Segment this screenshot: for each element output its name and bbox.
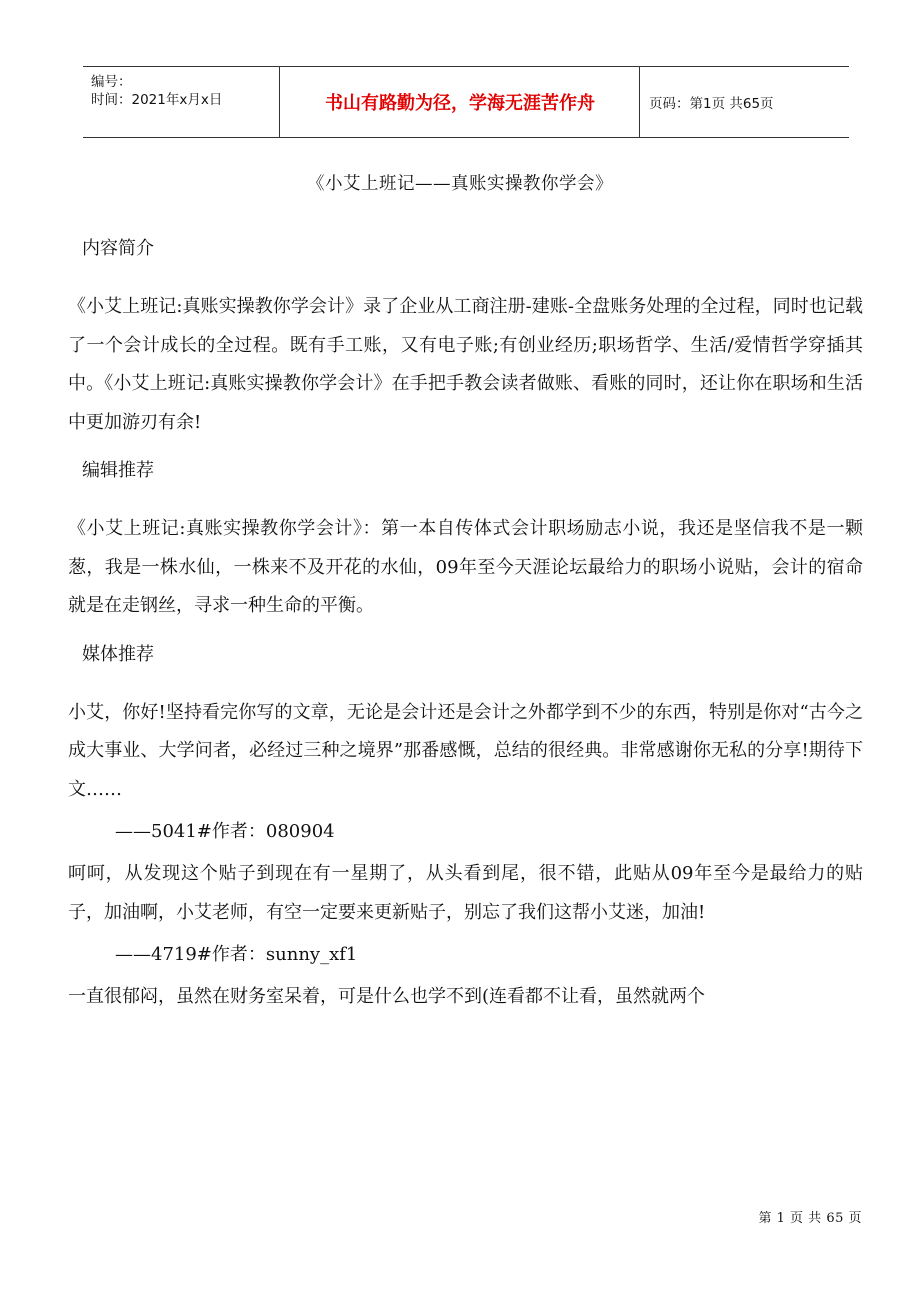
number-label: 编号： bbox=[91, 74, 132, 90]
comment-signature: ——5041#作者：080904 bbox=[115, 821, 335, 842]
section-paragraph: 《小艾上班记:真账实操教你学会计》录了企业从工商注册-建账-全盘账务处理的全过程，同时也记载了一个会计成长的全过程。既有手工账，又有电子账;有创业经历;职场哲学、生活/爱情哲学穿插其中。《小艾上班记:真账实操教你学会计》在手把手教会读者做账、看账的同时，还让你在职场和生活中更加游刃有余! bbox=[68, 296, 863, 433]
header-divider bbox=[279, 67, 280, 137]
time-label: 时间：2021年x月x日 bbox=[91, 92, 223, 108]
header-page-info: 页码：第1页 共65页 bbox=[649, 96, 774, 112]
document-title: 《小艾上班记——真账实操教你学会》 bbox=[307, 174, 613, 194]
document-header bbox=[83, 66, 849, 138]
header-meta bbox=[91, 73, 222, 109]
comment-text: 小艾，你好!坚持看完你写的文章，无论是会计还是会计之外都学到不少的东西，特别是你对“古今之成大事业、大学问者，必经过三种之境界”那番感慨，总结的很经典。非常感谢你无私的分享!期待下文…… bbox=[68, 701, 863, 800]
section-heading: 媒体推荐 bbox=[82, 643, 154, 665]
header-motto: 书山有路勤为径，学海无涯苦作舟 bbox=[325, 93, 595, 114]
comment-text: 呵呵，从发现这个贴子到现在有一星期了，从头看到尾，很不错，此贴从09年至今是最给力的贴子，加油啊，小艾老师，有空一定要来更新贴子，别忘了我们这帮小艾迷，加油! bbox=[68, 863, 863, 923]
section-heading: 编辑推荐 bbox=[82, 460, 154, 481]
section-heading: 内容简介 bbox=[82, 238, 154, 259]
header-divider bbox=[639, 67, 640, 137]
comment-signature: ——4719#作者：sunny_xf1 bbox=[115, 944, 358, 965]
comment-text: 一直很郁闷，虽然在财务室呆着，可是什么也学不到(连看都不让看，虽然就两个 bbox=[68, 986, 706, 1007]
page-footer: 第 1 页 共 65 页 bbox=[758, 1211, 862, 1226]
document-body bbox=[68, 232, 863, 1029]
section-paragraph: 《小艾上班记:真账实操教你学会计》：第一本自传体式会计职场励志小说，我还是坚信我不是一颗葱，我是一株水仙，一株来不及开花的水仙，09年至今天涯论坛最给力的职场小说贴，会计的宿命就是在走钢丝，寻求一种生命的平衡。 bbox=[68, 518, 863, 616]
